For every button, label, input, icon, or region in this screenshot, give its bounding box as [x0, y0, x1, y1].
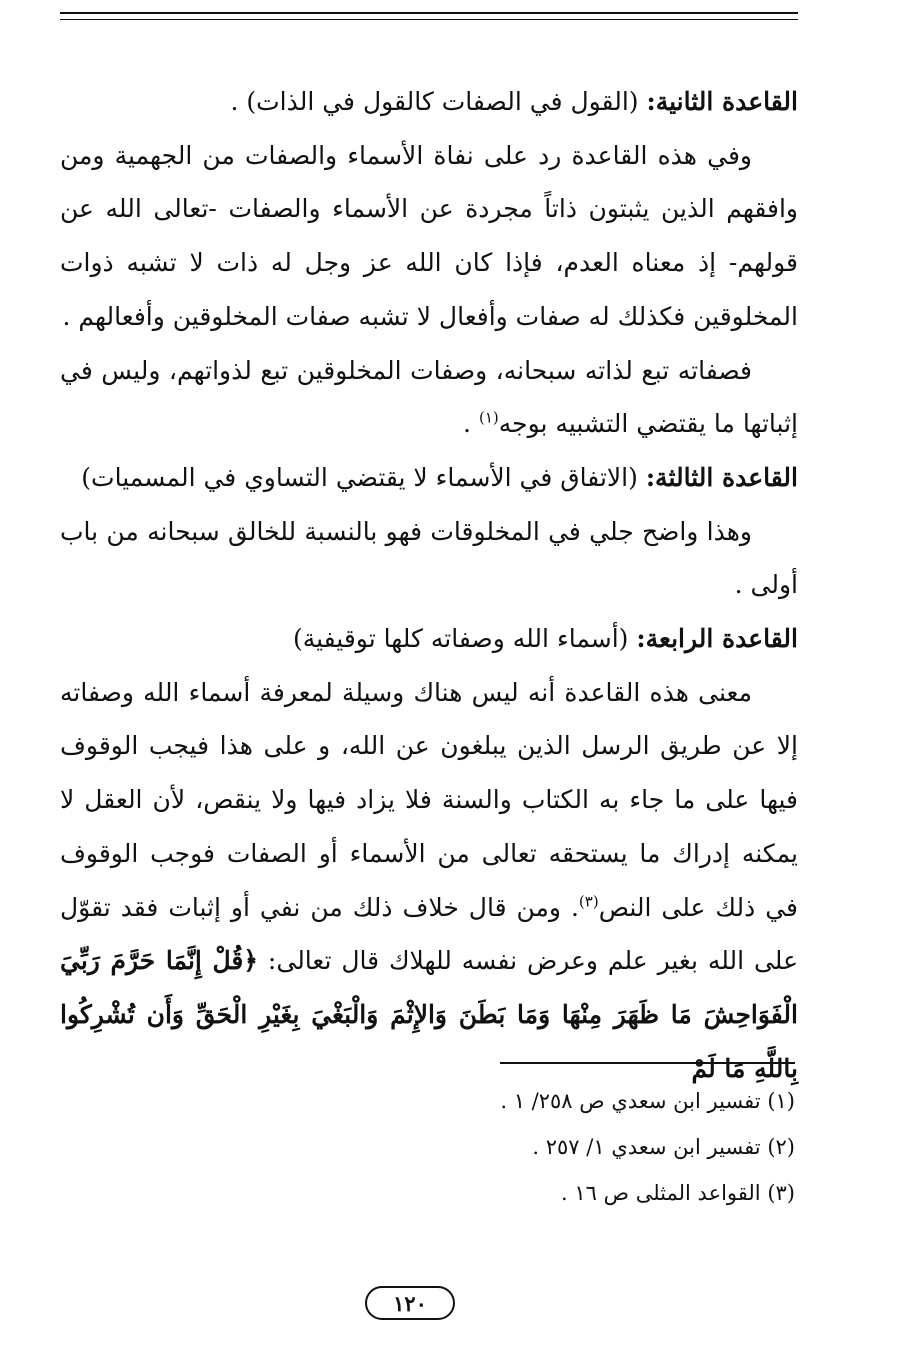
rule-4-paragraph-1-text: معنى هذه القاعدة أنه ليس هناك وسيلة لمعرفة أسماء الله وصفاته إلا عن طريق الرسل الذين يبلغون عن الله، و على هذا فيجب الوقوف فيها على ما جاء به الكتاب والسنة فلا يزاد فيها ولا ينقص، لأن العقل لا يمكنه إدراك ما يستحقه تعالى من الأسماء أو الصفات فوجب الوقوف في ذلك على النص: [60, 677, 798, 922]
rule-2-heading: [60, 75, 798, 129]
page-number: ١٢٠: [365, 1286, 455, 1320]
rule-3-paragraph-1: وهذا واضح جلي في المخلوقات فهو بالنسبة للخالق سبحانه من باب أولى .: [60, 516, 798, 600]
rule-4-paragraph-1: [60, 666, 798, 1096]
footnote-separator: [500, 1062, 795, 1064]
rule-3-title: القاعدة الثالثة:: [645, 462, 798, 492]
rule-3-statement: (الاتفاق في الأسماء لا يقتضي التساوي في المسميات): [81, 462, 646, 492]
top-rule-thin: [60, 19, 798, 20]
rule-2-paragraph-2: [60, 344, 798, 451]
rule-3-heading: [60, 451, 798, 505]
rule-4-title: القاعدة الرابعة:: [636, 624, 798, 654]
footnote-2: (٢) تفسير ابن سعدي ١/ ٢٥٧ .: [532, 1135, 795, 1159]
rule-2-title: القاعدة الثانية:: [646, 87, 798, 116]
quran-verse: ﴿قُلْ إِنَّمَا حَرَّمَ رَبِّيَ الْفَوَاحِشَ مَا ظَهَرَ مِنْهَا وَمَا بَطَنَ وَالإِثْمَ وَالْبَغْيَ بِغَيْرِ الْحَقِّ وَأَن تُشْرِكُوا بِاللَّهِ مَا لَمْ: [60, 946, 798, 1083]
footnote-ref-3: (٣): [578, 892, 599, 911]
rule-2-paragraph-1: وفي هذه القاعدة رد على نفاة الأسماء والصفات من الجهمية ومن وافقهم الذين يثبتون ذاتاً مجردة عن الأسماء والصفات -تعالى الله عن قولهم- إذ معناه العدم، فإذا كان الله عز وجل له ذات لا تشبه ذوات المخلوقين فكذلك له صفات وأفعال لا تشبه صفات المخلوقين وأفعالهم .: [60, 140, 798, 331]
rule-4-heading: [60, 612, 798, 666]
footnotes: [295, 1078, 795, 1216]
rule-4-statement: (أسماء الله وصفاته كلها توقيفية): [292, 624, 637, 654]
top-rule-thick: [60, 12, 798, 14]
rule-2-paragraph-2-end: .: [463, 409, 479, 439]
page-body: [60, 75, 798, 1095]
footnote-3: (٣) القواعد المثلى ص ١٦ .: [561, 1181, 795, 1205]
footnote-1: (١) تفسير ابن سعدي ص ٢٥٨/ ١ .: [500, 1089, 795, 1113]
rule-2-paragraph-2-text: فصفاته تبع لذاته سبحانه، وصفات المخلوقين تبع لذواتهم، وليس في إثباتها ما يقتضي التشبيه بوجه: [60, 355, 798, 439]
rule-4-paragraph-1-cont: . ومن قال خلاف ذلك من نفي أو إثبات فقد تقوّل على الله بغير علم وعرض نفسه للهلاك قال تعالى:: [60, 892, 798, 976]
rule-2-statement: (القول في الصفات كالقول في الذات) .: [230, 87, 647, 116]
footnote-ref-1: (١): [478, 408, 499, 427]
